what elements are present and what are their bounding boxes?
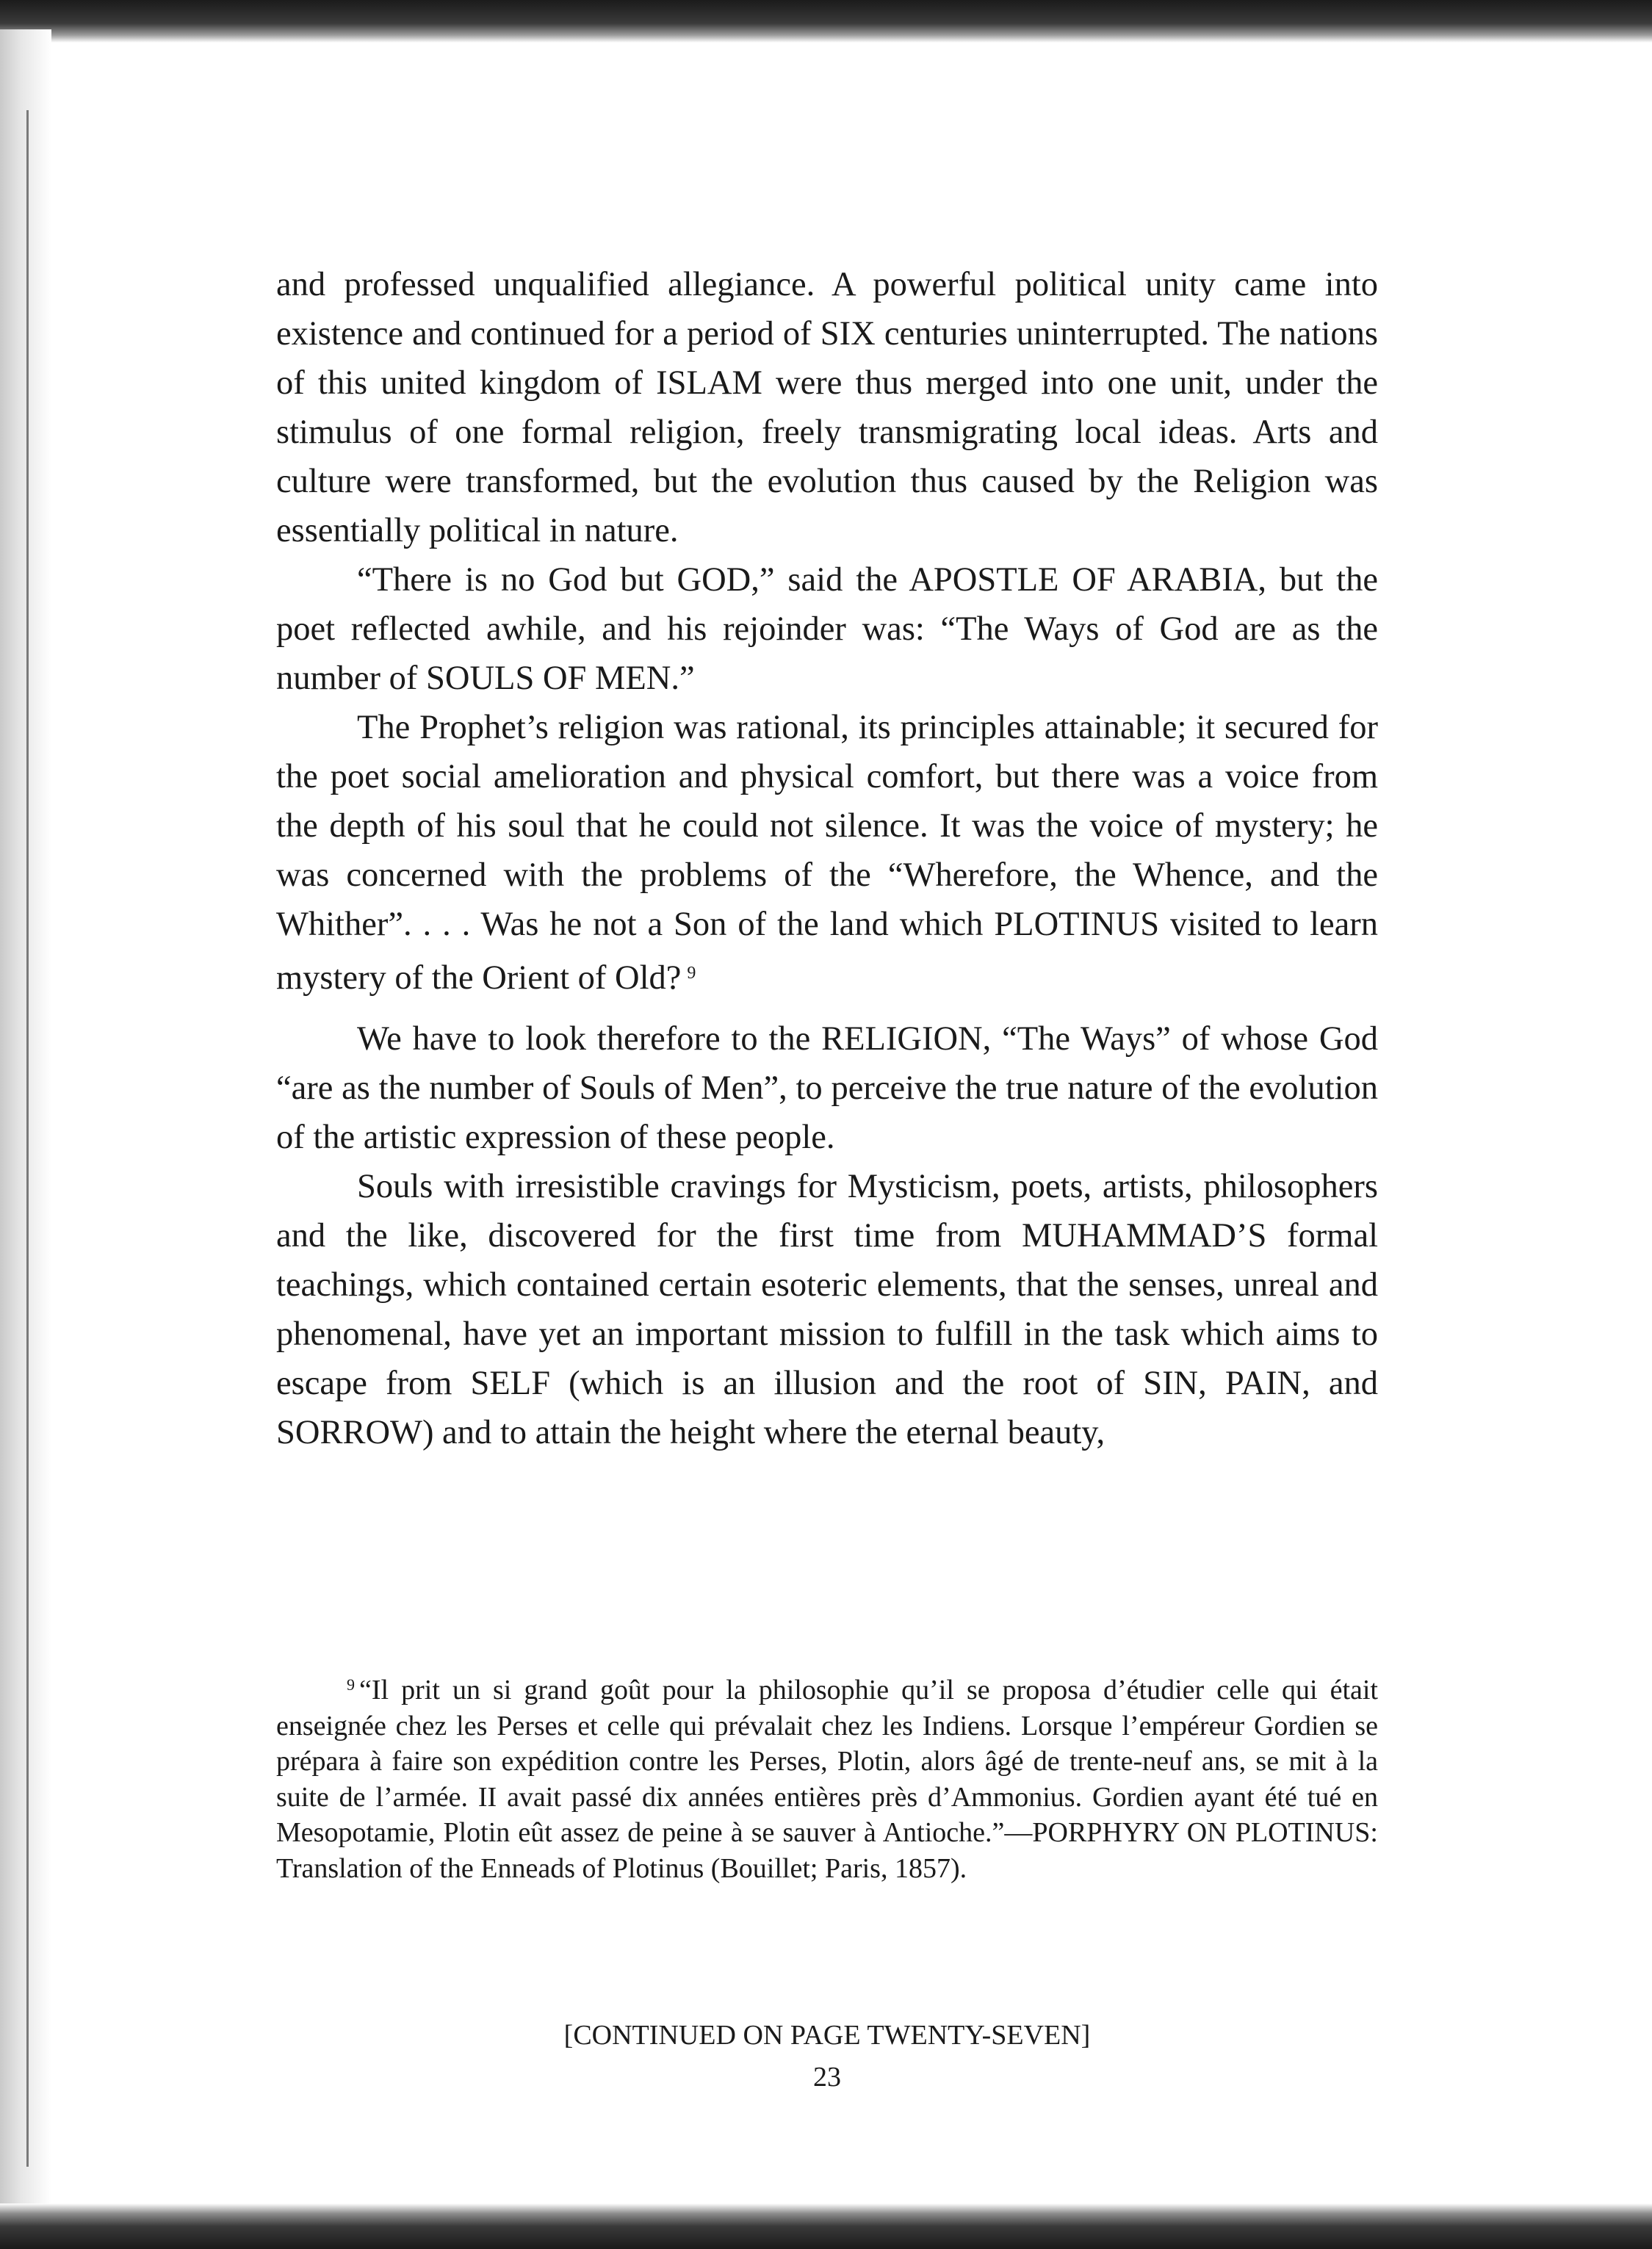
scan-left-edge-line — [26, 110, 29, 2167]
page-number: 23 — [813, 2062, 841, 2093]
body-text — [276, 260, 1378, 1457]
footnote — [276, 1667, 1378, 1886]
scan-left-shadow — [0, 29, 51, 2218]
paragraph-2: “There is no God but GOD,” said the APOSTLE OF ARABIA, but the poet reflected awhile, and his rejoinder was: “The Ways of God are as the number of SOULS OF MEN.” — [276, 561, 1378, 697]
paragraph-5: Souls with irresistible cravings for Mysticism, poets, artists, philosophers and the like, discovered for the first time from MUHAMMAD’S formal teachings, which contained certain esoteric elements, that the senses, unreal and phenomenal, have yet an important mission to fulfill in the task which aims to escape from SELF (which is an illusion and the root of SIN, PAIN, and SORROW) and to attain the height where the eternal beauty, — [276, 1168, 1378, 1451]
paragraph-4: We have to look therefore to the RELIGION, “The Ways” of whose God “are as the number of Souls of Men”, to perceive the true nature of the evolution of the artistic expression of these people. — [276, 1020, 1378, 1156]
footnote-text: “Il prit un si grand goût pour la philosophie qu’il se proposa d’étudier celle qui était enseignée chez les Perses et celle qui prévalait chez les Indiens. Lorsque l’empéreur Gordien se prépara à faire son expédition contre les Perses, Plotin, alors âgé de trente-neuf ans, se mit à la suite de l’armée. II avait passé dix années entières près d’Ammonius. Gordien ayant été tué en Mesopotamie, Plotin eût assez de peine à se sauver à Antioche.”—PORPHYRY ON PLOTINUS: Translation of the Enneads of Plotinus (Bouillet; Paris, 1857). — [276, 1675, 1378, 1884]
footnote-reference: 9 — [687, 964, 696, 983]
paragraph-3 — [276, 703, 1378, 1003]
paragraph-3-text: The Prophet’s religion was rational, its principles attainable; it secured for the poet social amelioration and physical comfort, but there was a voice from the depth of his soul that he could not silence. It was the voice of mystery; he was concerned with the problems of the “Wherefore, the Whence, and the Whither”. . . . Was he not a Son of the land which PLOTINUS visited to learn mystery of the Orient of Old? — [276, 709, 1378, 997]
scan-top-border — [0, 0, 1652, 43]
continued-note: [CONTINUED ON PAGE TWENTY-SEVEN] — [563, 2020, 1091, 2051]
scan-bottom-border — [0, 2203, 1652, 2249]
footnote-marker: 9 — [347, 1675, 355, 1694]
paragraph-1: and professed unqualified allegiance. A powerful political unity came into existence and continued for a period of SIX centuries uninterrupted. The nations of this united kingdom of ISLAM were thus merged into one unit, under the stimulus of one formal religion, freely transmigrating local ideas. Arts and culture were transformed, but the evolution thus caused by the Religion was essentially political in nature. — [276, 266, 1378, 549]
